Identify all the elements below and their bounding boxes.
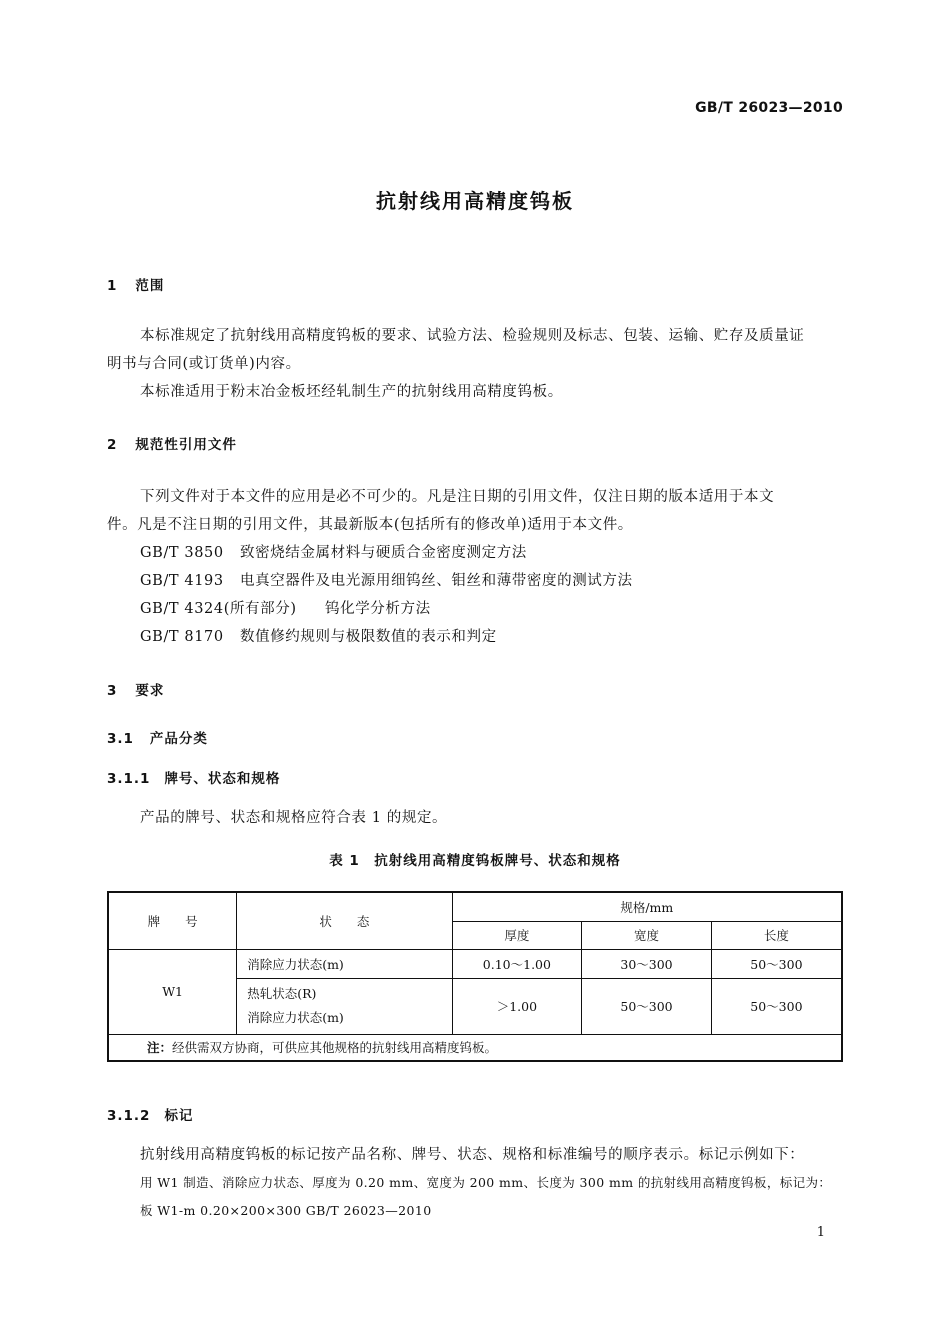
cell-grade: W1 <box>108 949 237 1034</box>
note-text: 经供需双方协商，可供应其他规格的抗射线用高精度钨板。 <box>172 1040 498 1056</box>
paragraph: 明书与合同(或订货单)内容。 <box>107 356 301 372</box>
paragraph: 本标准适用于粉末冶金板坯经轧制生产的抗射线用高精度钨板。 <box>140 384 563 400</box>
header-thickness: 厚度 <box>452 921 582 949</box>
reference-code: GB/T 4324(所有部分) <box>140 601 297 617</box>
marking-example: 用 W1 制造、消除应力状态、厚度为 0.20 mm、宽度为 200 mm、长度为 300 mm 的抗射线用高精度钨板，标记为： <box>140 1175 832 1190</box>
reference-item <box>140 541 527 562</box>
cell-width: 50～300 <box>582 978 712 1034</box>
reference-title: 电真空器件及电光源用细钨丝、钼丝和薄带密度的测试方法 <box>240 573 633 589</box>
cell-state: 消除应力状态(m) <box>237 949 452 978</box>
reference-code: GB/T 3850 <box>140 545 224 561</box>
document-title: 抗射线用高精度钨板 <box>376 189 574 213</box>
paragraph: 产品的牌号、状态和规格应符合表 1 的规定。 <box>140 810 448 826</box>
cell-state <box>237 978 452 1034</box>
reference-title: 钨化学分析方法 <box>325 601 431 617</box>
header-grade: 牌 号 <box>108 892 237 949</box>
section-number: 2 <box>107 437 118 453</box>
section-number: 3.1.1 <box>107 771 151 787</box>
spec-table <box>107 891 843 1062</box>
reference-title: 致密烧结金属材料与硬质合金密度测定方法 <box>240 545 527 561</box>
note-label: 注： <box>147 1040 173 1056</box>
reference-item <box>140 597 431 618</box>
table-caption: 表 1 抗射线用高精度钨板牌号、状态和规格 <box>329 853 621 869</box>
table-row <box>108 949 842 978</box>
section-3-1-2-heading <box>107 1104 193 1124</box>
section-number: 3.1 <box>107 731 134 747</box>
cell-length: 50～300 <box>711 949 842 978</box>
section-3-1-heading <box>107 727 208 747</box>
cell-thickness: 0.10～1.00 <box>452 949 582 978</box>
paragraph: 抗射线用高精度钨板的标记按产品名称、牌号、状态、规格和标准编号的顺序表示。标记示例如下： <box>140 1147 805 1163</box>
cell-length: 50～300 <box>711 978 842 1034</box>
paragraph: 本标准规定了抗射线用高精度钨板的要求、试验方法、检验规则及标志、包装、运输、贮存及质量证 <box>140 328 805 344</box>
header-length: 长度 <box>711 921 842 949</box>
reference-title: 数值修约规则与极限数值的表示和判定 <box>240 629 497 645</box>
table-note-row <box>108 1034 842 1061</box>
cell-width: 30～300 <box>582 949 712 978</box>
paragraph: 下列文件对于本文件的应用是必不可少的。凡是注日期的引用文件，仅注日期的版本适用于本文 <box>140 489 775 505</box>
section-title: 标记 <box>164 1108 194 1124</box>
table-header-row <box>108 892 842 921</box>
section-3-heading <box>107 679 164 699</box>
header-spec: 规格/mm <box>452 892 842 921</box>
section-title: 产品分类 <box>149 731 208 747</box>
section-number: 3.1.2 <box>107 1108 151 1124</box>
table-note <box>108 1034 842 1061</box>
header-width: 宽度 <box>582 921 712 949</box>
reference-item <box>140 625 497 646</box>
marking-example: 板 W1-m 0.20×200×300 GB/T 26023—2010 <box>140 1203 432 1218</box>
section-1-heading <box>107 274 164 294</box>
header-state: 状 态 <box>237 892 452 949</box>
section-2-heading <box>107 433 237 453</box>
reference-item <box>140 569 633 590</box>
cell-thickness: ＞1.00 <box>452 978 582 1034</box>
section-3-1-1-heading <box>107 767 280 787</box>
section-title: 规范性引用文件 <box>135 437 237 453</box>
reference-code: GB/T 8170 <box>140 629 224 645</box>
state-line: 热轧状态(R) <box>247 986 317 1001</box>
standard-number: GB/T 26023—2010 <box>695 100 843 116</box>
section-title: 要求 <box>135 683 165 699</box>
section-number: 1 <box>107 278 118 294</box>
section-title: 牌号、状态和规格 <box>164 771 281 787</box>
state-line: 消除应力状态(m) <box>247 1010 344 1025</box>
section-number: 3 <box>107 683 118 699</box>
section-title: 范围 <box>135 278 165 294</box>
paragraph: 件。凡是不注日期的引用文件，其最新版本(包括所有的修改单)适用于本文件。 <box>107 517 633 533</box>
page-number: 1 <box>816 1225 825 1240</box>
reference-code: GB/T 4193 <box>140 573 224 589</box>
